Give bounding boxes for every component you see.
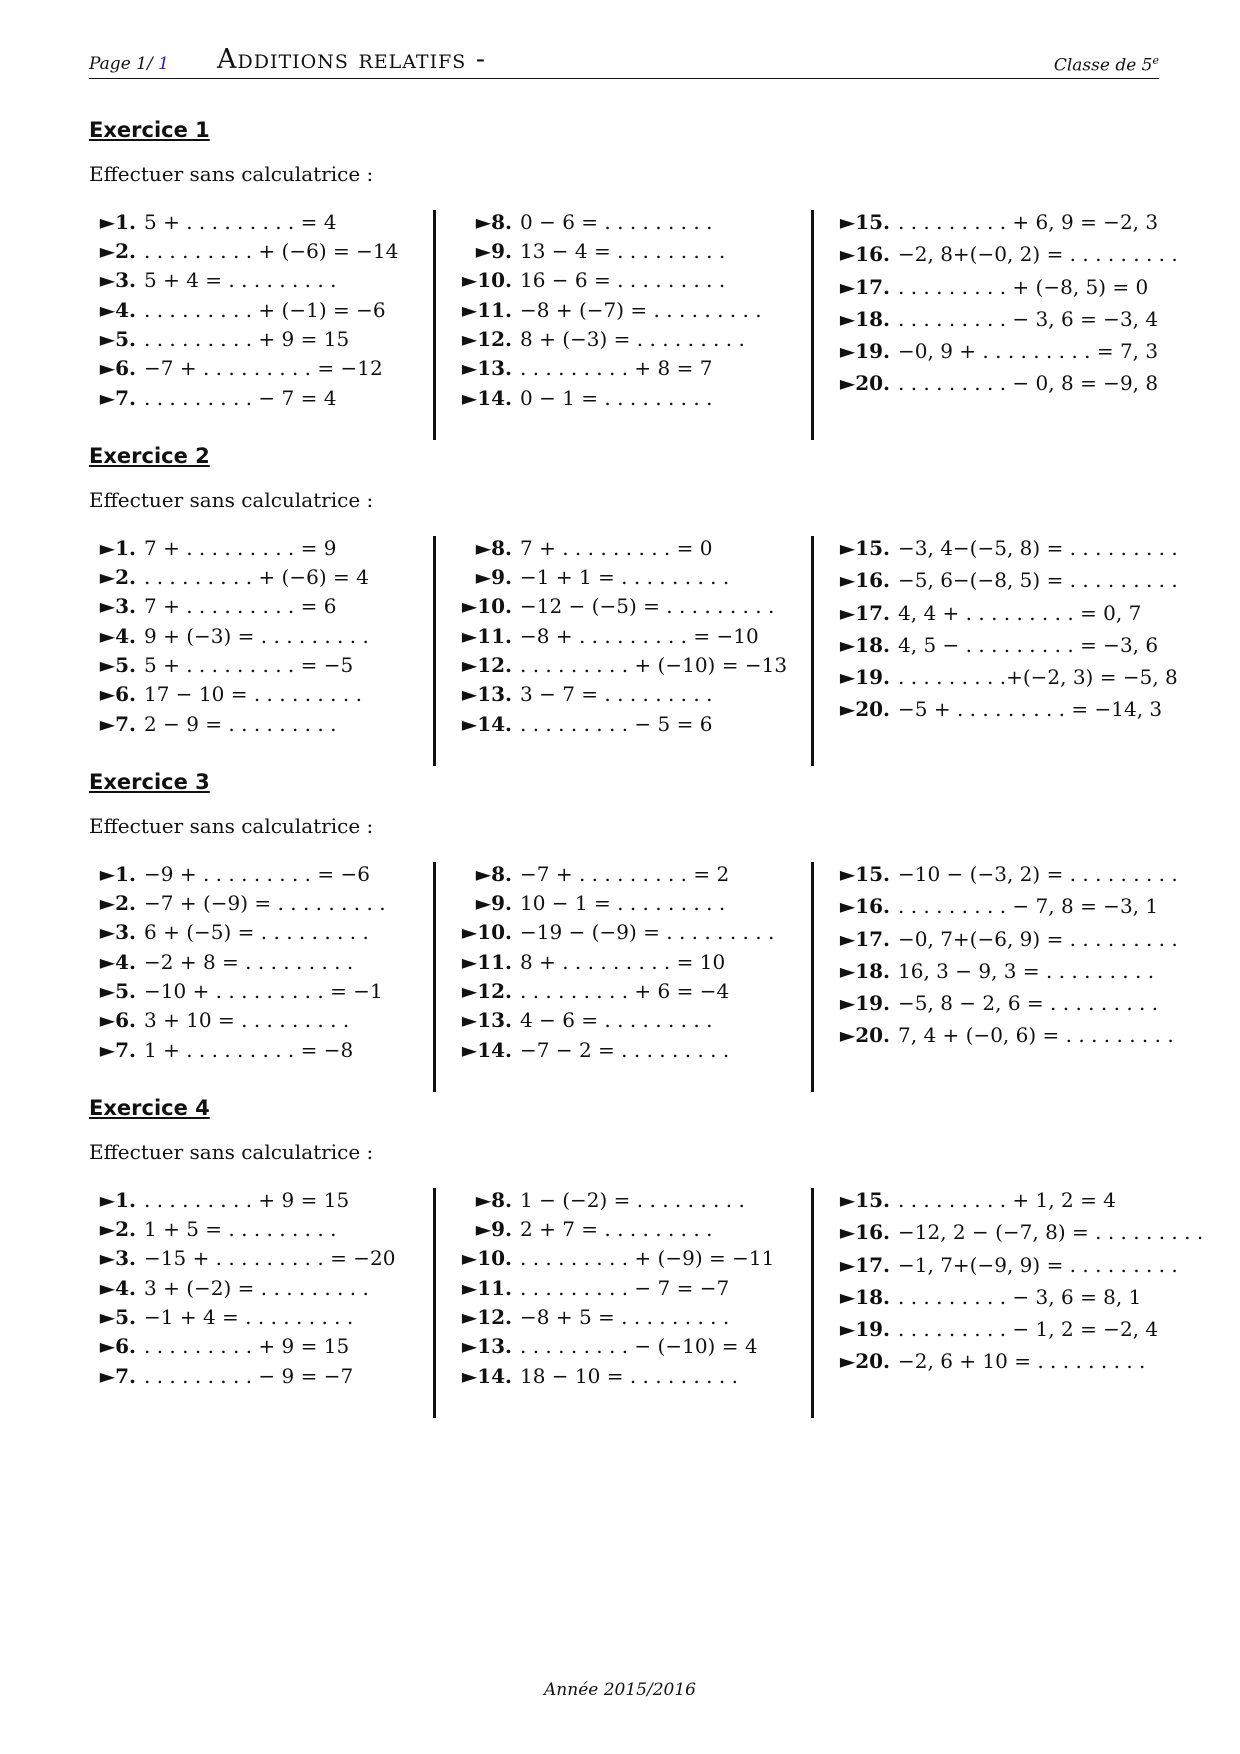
item-expression: . . . . . . . . . + (−10) = −13 <box>520 653 788 677</box>
exercise-item <box>89 712 336 736</box>
exercise-instruction: Effectuer sans calculatrice : <box>89 1140 374 1164</box>
item-number: ►20. <box>839 1349 890 1373</box>
exercise-item <box>814 633 1158 657</box>
item-number: ►20. <box>839 1023 890 1047</box>
item-number: ►14. <box>461 712 512 736</box>
item-expression: −5, 8 − 2, 6 = . . . . . . . . . <box>898 991 1159 1015</box>
item-number: ►9. <box>475 565 512 589</box>
exercise-item <box>814 1188 1116 1212</box>
exercise-item <box>814 568 1178 592</box>
item-number: ►11. <box>461 1276 512 1300</box>
item-expression: . . . . . . . . . − 0, 8 = −9, 8 <box>898 371 1159 395</box>
item-number: ►7. <box>99 712 136 736</box>
exercise-item <box>814 601 1141 625</box>
item-expression: . . . . . . . . . + (−9) = −11 <box>520 1246 775 1270</box>
item-number: ►19. <box>839 991 890 1015</box>
item-expression: −19 − (−9) = . . . . . . . . . <box>520 920 775 944</box>
item-number: ►5. <box>99 653 136 677</box>
item-number: ►11. <box>461 950 512 974</box>
item-number: ►9. <box>475 1217 512 1241</box>
item-number: ►2. <box>99 565 136 589</box>
item-expression: . . . . . . . . . − 7, 8 = −3, 1 <box>898 894 1159 918</box>
item-number: ►17. <box>839 1253 890 1277</box>
exercise-instruction: Effectuer sans calculatrice : <box>89 488 374 512</box>
exercise-title: Exercice 2 <box>89 444 210 468</box>
exercise-item <box>436 653 787 677</box>
item-number: ►13. <box>461 356 512 380</box>
item-expression: . . . . . . . . . + 6 = −4 <box>520 979 730 1003</box>
exercise-column-3 <box>811 536 1178 766</box>
item-expression: 16 − 6 = . . . . . . . . . <box>520 268 726 292</box>
item-expression: 5 + 4 = . . . . . . . . . <box>144 268 337 292</box>
item-expression: . . . . . . . . . + 9 = 15 <box>144 1188 350 1212</box>
exercise-item <box>436 565 729 589</box>
exercise-item <box>436 862 729 886</box>
item-expression: 3 + 10 = . . . . . . . . . <box>144 1008 350 1032</box>
item-number: ►15. <box>839 862 890 886</box>
exercise-instruction: Effectuer sans calculatrice : <box>89 162 374 186</box>
item-number: ►18. <box>839 633 890 657</box>
item-number: ►17. <box>839 601 890 625</box>
item-expression: −10 + . . . . . . . . . = −1 <box>144 979 383 1003</box>
item-expression: . . . . . . . . . − 3, 6 = 8, 1 <box>898 1285 1142 1309</box>
item-expression: −7 − 2 = . . . . . . . . . <box>520 1038 730 1062</box>
item-expression: 1 − (−2) = . . . . . . . . . <box>520 1188 745 1212</box>
exercise-item <box>436 1008 712 1032</box>
exercise-item <box>814 665 1178 689</box>
exercise-item <box>814 959 1154 983</box>
item-number: ►17. <box>839 927 890 951</box>
page-header <box>89 44 1159 79</box>
exercise-3 <box>89 770 1178 1062</box>
item-number: ►7. <box>99 386 136 410</box>
item-number: ►8. <box>475 210 512 234</box>
exercise-item <box>89 594 336 618</box>
item-number: ►4. <box>99 624 136 648</box>
item-number: ►12. <box>461 327 512 351</box>
item-number: ►3. <box>99 1246 136 1270</box>
document-title: Additions relatifs - <box>217 44 487 75</box>
item-expression: −5 + . . . . . . . . . = −14, 3 <box>898 697 1163 721</box>
item-number: ►6. <box>99 356 136 380</box>
exercise-item <box>814 339 1158 363</box>
item-expression: 8 + (−3) = . . . . . . . . . <box>520 327 745 351</box>
item-number: ►9. <box>475 891 512 915</box>
exercise-column-1 <box>89 536 429 766</box>
exercise-title: Exercice 1 <box>89 118 210 142</box>
item-number: ►12. <box>461 653 512 677</box>
exercise-item <box>814 927 1178 951</box>
exercise-item <box>814 275 1148 299</box>
item-number: ►10. <box>461 594 512 618</box>
item-number: ►19. <box>839 665 890 689</box>
exercise-column-2 <box>433 536 806 766</box>
item-number: ►13. <box>461 1334 512 1358</box>
item-expression: −12, 2 − (−7, 8) = . . . . . . . . . <box>898 1220 1204 1244</box>
exercise-2 <box>89 444 1178 736</box>
item-expression: −1, 7+(−9, 9) = . . . . . . . . . <box>898 1253 1178 1277</box>
exercise-item <box>814 1349 1145 1373</box>
exercise-columns <box>89 536 1178 766</box>
item-number: ►8. <box>475 536 512 560</box>
exercise-item <box>436 1364 738 1388</box>
item-number: ►11. <box>461 298 512 322</box>
item-expression: −3, 4−(−5, 8) = . . . . . . . . . <box>898 536 1178 560</box>
item-expression: 5 + . . . . . . . . . = 4 <box>144 210 337 234</box>
page-number-label: Page 1/ <box>89 54 153 74</box>
item-number: ►8. <box>475 862 512 886</box>
item-expression: . . . . . . . . . + 9 = 15 <box>144 1334 350 1358</box>
exercise-item <box>814 536 1178 560</box>
item-number: ►20. <box>839 697 890 721</box>
item-expression: 7 + . . . . . . . . . = 9 <box>144 536 337 560</box>
item-number: ►10. <box>461 268 512 292</box>
item-number: ►19. <box>839 1317 890 1341</box>
item-number: ►5. <box>99 979 136 1003</box>
item-expression: 2 − 9 = . . . . . . . . . <box>144 712 337 736</box>
exercise-item <box>89 682 362 706</box>
item-expression: . . . . . . . . . + (−6) = 4 <box>144 565 369 589</box>
item-expression: −5, 6−(−8, 5) = . . . . . . . . . <box>898 568 1178 592</box>
item-number: ►6. <box>99 1008 136 1032</box>
exercise-item <box>436 1217 712 1241</box>
item-expression: 1 + 5 = . . . . . . . . . <box>144 1217 337 1241</box>
exercise-item <box>89 210 336 234</box>
item-expression: −7 + . . . . . . . . . = −12 <box>144 356 383 380</box>
item-number: ►7. <box>99 1038 136 1062</box>
item-expression: −8 + (−7) = . . . . . . . . . <box>520 298 762 322</box>
item-number: ►1. <box>99 862 136 886</box>
item-number: ►5. <box>99 1305 136 1329</box>
exercise-item <box>89 239 398 263</box>
item-number: ►4. <box>99 1276 136 1300</box>
item-number: ►17. <box>839 275 890 299</box>
item-expression: . . . . . . . . . − 7 = 4 <box>144 386 337 410</box>
exercise-item <box>436 891 725 915</box>
item-expression: 8 + . . . . . . . . . = 10 <box>520 950 726 974</box>
item-number: ►2. <box>99 239 136 263</box>
exercise-column-1 <box>89 1188 429 1418</box>
class-label-text: Classe de 5 <box>1053 55 1153 76</box>
exercise-item <box>814 991 1158 1015</box>
exercise-column-3 <box>811 210 1178 440</box>
exercise-columns <box>89 210 1178 440</box>
item-expression: −0, 7+(−6, 9) = . . . . . . . . . <box>898 927 1178 951</box>
item-number: ►7. <box>99 1364 136 1388</box>
exercise-item <box>89 1364 353 1388</box>
item-number: ►14. <box>461 1038 512 1062</box>
item-expression: . . . . . . . . . + (−1) = −6 <box>144 298 386 322</box>
item-number: ►2. <box>99 1217 136 1241</box>
item-expression: . . . . . . . . . + 8 = 7 <box>520 356 713 380</box>
exercise-item <box>89 1246 395 1270</box>
item-number: ►5. <box>99 327 136 351</box>
exercise-columns <box>89 1188 1204 1418</box>
item-expression: 13 − 4 = . . . . . . . . . <box>520 239 726 263</box>
exercise-item <box>436 1276 729 1300</box>
item-number: ►10. <box>461 920 512 944</box>
exercise-item <box>89 1334 349 1358</box>
item-number: ►3. <box>99 594 136 618</box>
exercise-column-2 <box>433 210 806 440</box>
item-number: ►15. <box>839 210 890 234</box>
item-expression: 6 + (−5) = . . . . . . . . . <box>144 920 369 944</box>
item-expression: 0 − 6 = . . . . . . . . . <box>520 210 713 234</box>
exercise-item <box>436 356 712 380</box>
item-expression: . . . . . . . . . + 6, 9 = −2, 3 <box>898 210 1159 234</box>
item-number: ►18. <box>839 307 890 331</box>
exercise-item <box>436 624 759 648</box>
item-number: ►12. <box>461 1305 512 1329</box>
exercise-item <box>436 1334 758 1358</box>
exercise-item <box>436 239 725 263</box>
item-expression: −7 + . . . . . . . . . = 2 <box>520 862 730 886</box>
item-number: ►15. <box>839 536 890 560</box>
item-expression: . . . . . . . . . − 9 = −7 <box>144 1364 354 1388</box>
exercise-item <box>814 697 1162 721</box>
item-expression: . . . . . . . . . − 7 = −7 <box>520 1276 730 1300</box>
item-expression: 17 − 10 = . . . . . . . . . <box>144 682 362 706</box>
item-expression: . . . . . . . . . − 5 = 6 <box>520 712 713 736</box>
exercise-column-2 <box>433 1188 806 1418</box>
item-number: ►1. <box>99 536 136 560</box>
item-expression: 4, 4 + . . . . . . . . . = 0, 7 <box>898 601 1142 625</box>
item-expression: −15 + . . . . . . . . . = −20 <box>144 1246 396 1270</box>
exercise-item <box>436 920 774 944</box>
exercise-item <box>89 862 370 886</box>
exercise-item <box>89 950 353 974</box>
exercise-item <box>89 979 383 1003</box>
exercise-item <box>436 682 712 706</box>
item-expression: 7, 4 + (−0, 6) = . . . . . . . . . <box>898 1023 1174 1047</box>
exercise-item <box>436 950 725 974</box>
item-number: ►12. <box>461 979 512 1003</box>
exercise-item <box>814 242 1178 266</box>
exercise-4 <box>89 1096 1204 1388</box>
item-number: ►13. <box>461 682 512 706</box>
item-number: ►19. <box>839 339 890 363</box>
class-label <box>1054 54 1159 76</box>
exercise-item <box>814 1317 1158 1341</box>
item-expression: 9 + (−3) = . . . . . . . . . <box>144 624 369 648</box>
item-expression: −1 + 1 = . . . . . . . . . <box>520 565 730 589</box>
exercise-item <box>436 536 712 560</box>
exercise-1 <box>89 118 1178 410</box>
item-expression: . . . . . . . . . − 3, 6 = −3, 4 <box>898 307 1159 331</box>
item-expression: −2, 6 + 10 = . . . . . . . . . <box>898 1349 1146 1373</box>
exercise-item <box>814 1285 1141 1309</box>
item-expression: −10 − (−3, 2) = . . . . . . . . . <box>898 862 1178 886</box>
item-expression: −2, 8+(−0, 2) = . . . . . . . . . <box>898 242 1178 266</box>
item-number: ►6. <box>99 1334 136 1358</box>
exercise-title: Exercice 3 <box>89 770 210 794</box>
exercise-item <box>89 624 369 648</box>
exercise-item <box>436 1188 745 1212</box>
item-expression: 4 − 6 = . . . . . . . . . <box>520 1008 713 1032</box>
item-expression: 2 + 7 = . . . . . . . . . <box>520 1217 713 1241</box>
exercise-column-2 <box>433 862 806 1092</box>
exercise-instruction: Effectuer sans calculatrice : <box>89 814 374 838</box>
item-number: ►2. <box>99 891 136 915</box>
item-expression: 4, 5 − . . . . . . . . . = −3, 6 <box>898 633 1159 657</box>
item-expression: 7 + . . . . . . . . . = 6 <box>144 594 337 618</box>
item-expression: 1 + . . . . . . . . . = −8 <box>144 1038 354 1062</box>
exercise-item <box>89 1188 349 1212</box>
item-number: ►3. <box>99 920 136 944</box>
page-number <box>89 54 169 74</box>
item-expression: −8 + . . . . . . . . . = −10 <box>520 624 759 648</box>
exercise-item <box>436 594 774 618</box>
item-number: ►16. <box>839 894 890 918</box>
item-number: ►1. <box>99 210 136 234</box>
item-number: ►1. <box>99 1188 136 1212</box>
page-footer: Année 2015/2016 <box>544 1680 696 1700</box>
item-number: ►14. <box>461 386 512 410</box>
exercise-item <box>89 1217 336 1241</box>
item-expression: . . . . . . . . .+(−2, 3) = −5, 8 <box>898 665 1178 689</box>
exercise-item <box>436 1246 774 1270</box>
item-number: ►8. <box>475 1188 512 1212</box>
item-number: ►10. <box>461 1246 512 1270</box>
exercise-item <box>89 1305 353 1329</box>
item-expression: 3 + (−2) = . . . . . . . . . <box>144 1276 369 1300</box>
exercise-item <box>436 268 725 292</box>
item-number: ►14. <box>461 1364 512 1388</box>
item-expression: . . . . . . . . . − 1, 2 = −2, 4 <box>898 1317 1159 1341</box>
exercise-title: Exercice 4 <box>89 1096 210 1120</box>
exercise-item <box>89 536 336 560</box>
item-expression: 18 − 10 = . . . . . . . . . <box>520 1364 738 1388</box>
item-expression: 16, 3 − 9, 3 = . . . . . . . . . <box>898 959 1155 983</box>
exercise-item <box>814 1023 1174 1047</box>
exercise-item <box>89 327 349 351</box>
item-number: ►4. <box>99 298 136 322</box>
item-number: ►20. <box>839 371 890 395</box>
exercise-item <box>89 356 383 380</box>
exercise-item <box>89 653 353 677</box>
exercise-item <box>436 386 712 410</box>
item-expression: . . . . . . . . . + (−6) = −14 <box>144 239 399 263</box>
item-expression: 0 − 1 = . . . . . . . . . <box>520 386 713 410</box>
exercise-item <box>89 1038 353 1062</box>
exercise-item <box>814 1253 1178 1277</box>
item-expression: . . . . . . . . . − (−10) = 4 <box>520 1334 758 1358</box>
exercise-item <box>89 298 386 322</box>
item-expression: −12 − (−5) = . . . . . . . . . <box>520 594 775 618</box>
exercise-item <box>436 298 762 322</box>
exercise-item <box>436 210 712 234</box>
item-expression: −9 + . . . . . . . . . = −6 <box>144 862 370 886</box>
item-number: ►4. <box>99 950 136 974</box>
exercise-item <box>89 1008 349 1032</box>
item-number: ►11. <box>461 624 512 648</box>
exercise-item <box>814 894 1158 918</box>
exercise-item <box>89 386 336 410</box>
exercise-item <box>89 565 369 589</box>
item-expression: 5 + . . . . . . . . . = −5 <box>144 653 354 677</box>
item-number: ►16. <box>839 1220 890 1244</box>
item-expression: −1 + 4 = . . . . . . . . . <box>144 1305 354 1329</box>
item-expression: −8 + 5 = . . . . . . . . . <box>520 1305 730 1329</box>
item-number: ►3. <box>99 268 136 292</box>
item-expression: . . . . . . . . . + 9 = 15 <box>144 327 350 351</box>
exercise-columns <box>89 862 1178 1092</box>
item-number: ►6. <box>99 682 136 706</box>
page-total-link[interactable]: 1 <box>158 54 169 74</box>
exercise-item <box>814 1220 1203 1244</box>
item-number: ►15. <box>839 1188 890 1212</box>
exercise-item <box>89 268 336 292</box>
item-expression: 10 − 1 = . . . . . . . . . <box>520 891 726 915</box>
item-number: ►9. <box>475 239 512 263</box>
exercise-column-1 <box>89 862 429 1092</box>
item-number: ►16. <box>839 568 890 592</box>
item-number: ►18. <box>839 959 890 983</box>
exercise-item <box>436 327 745 351</box>
exercise-item <box>436 1038 729 1062</box>
exercise-item <box>89 920 369 944</box>
item-number: ►13. <box>461 1008 512 1032</box>
exercise-column-1 <box>89 210 429 440</box>
exercise-item <box>89 891 386 915</box>
item-expression: . . . . . . . . . + 1, 2 = 4 <box>898 1188 1116 1212</box>
item-expression: −2 + 8 = . . . . . . . . . <box>144 950 354 974</box>
exercise-item <box>814 371 1158 395</box>
exercise-item <box>436 712 712 736</box>
exercise-column-3 <box>811 862 1178 1092</box>
exercise-item <box>814 862 1178 886</box>
item-expression: −7 + (−9) = . . . . . . . . . <box>144 891 386 915</box>
exercise-column-3 <box>811 1188 1204 1418</box>
item-number: ►16. <box>839 242 890 266</box>
item-number: ►18. <box>839 1285 890 1309</box>
exercise-item <box>814 210 1158 234</box>
exercise-item <box>436 1305 729 1329</box>
item-expression: −0, 9 + . . . . . . . . . = 7, 3 <box>898 339 1159 363</box>
item-expression: 7 + . . . . . . . . . = 0 <box>520 536 713 560</box>
item-expression: 3 − 7 = . . . . . . . . . <box>520 682 713 706</box>
exercise-item <box>89 1276 369 1300</box>
item-expression: . . . . . . . . . + (−8, 5) = 0 <box>898 275 1149 299</box>
exercise-item <box>436 979 729 1003</box>
exercise-item <box>814 307 1158 331</box>
class-label-sup: e <box>1152 54 1159 67</box>
